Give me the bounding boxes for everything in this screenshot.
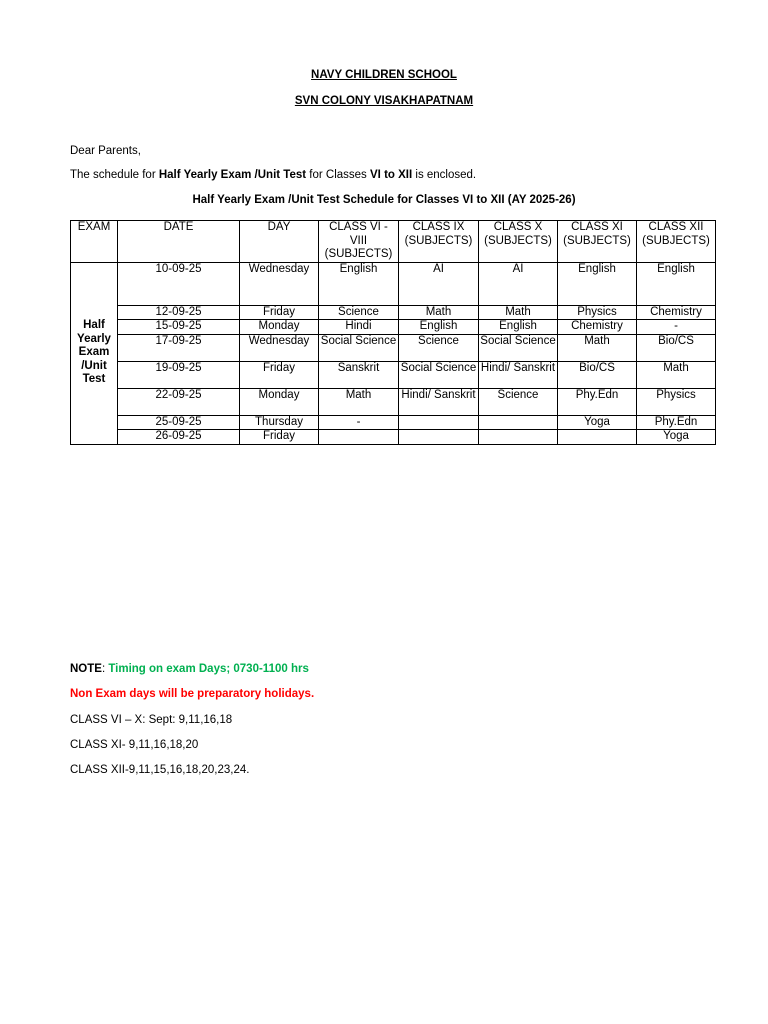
header-class-vi-viii: CLASS VI - VIII (SUBJECTS)	[319, 221, 399, 263]
holiday-note: Non Exam days will be preparatory holidays.	[70, 688, 315, 700]
cell-class-x	[479, 430, 558, 445]
cell-class-xi: Chemistry	[558, 320, 637, 335]
cell-class-xii: Math	[637, 361, 716, 388]
exam-name-cell: Half Yearly Exam /Unit Test	[71, 262, 118, 444]
cell-class-x: English	[479, 320, 558, 335]
cell-class-x	[479, 415, 558, 430]
table-row	[71, 415, 716, 430]
cell-date: 10-09-25	[118, 262, 240, 305]
cell-class-x: Hindi/ Sanskrit	[479, 361, 558, 388]
cell-day: Monday	[240, 320, 319, 335]
cell-class-xi: Math	[558, 334, 637, 361]
exam-timing: Timing on exam Days; 0730-1100 hrs	[108, 663, 309, 675]
cell-class-vi-viii: Math	[319, 388, 399, 415]
intro-text-3: is enclosed.	[412, 169, 477, 181]
table-row	[71, 334, 716, 361]
cell-date: 22-09-25	[118, 388, 240, 415]
cell-class-xii: Chemistry	[637, 305, 716, 320]
cell-class-ix	[399, 415, 479, 430]
cell-date: 15-09-25	[118, 320, 240, 335]
cell-class-x: Social Science	[479, 334, 558, 361]
cell-class-ix: Hindi/ Sanskrit	[399, 388, 479, 415]
class-vi-x-days: CLASS VI – X: Sept: 9,11,16,18	[70, 714, 233, 726]
cell-date: 25-09-25	[118, 415, 240, 430]
cell-class-xi: Phy.Edn	[558, 388, 637, 415]
cell-date: 12-09-25	[118, 305, 240, 320]
cell-day: Wednesday	[240, 334, 319, 361]
cell-day: Wednesday	[240, 262, 319, 305]
header-class-xi: CLASS XI (SUBJECTS)	[558, 221, 637, 263]
intro-text-1: The schedule for	[70, 169, 159, 181]
cell-class-xi: Bio/CS	[558, 361, 637, 388]
header-exam: EXAM	[71, 221, 118, 263]
table-row	[71, 430, 716, 445]
cell-class-xii: Phy.Edn	[637, 415, 716, 430]
cell-day: Friday	[240, 305, 319, 320]
cell-class-vi-viii: -	[319, 415, 399, 430]
cell-class-xi: Physics	[558, 305, 637, 320]
table-row	[71, 361, 716, 388]
class-xi-days: CLASS XI- 9,11,16,18,20	[70, 739, 199, 751]
table-row	[71, 262, 716, 305]
header-day: DAY	[240, 221, 319, 263]
cell-day: Friday	[240, 361, 319, 388]
cell-class-xi: English	[558, 262, 637, 305]
note-separator: :	[101, 663, 109, 675]
cell-class-x: Science	[479, 388, 558, 415]
cell-class-xi	[558, 430, 637, 445]
cell-class-x: Math	[479, 305, 558, 320]
cell-class-xii: English	[637, 262, 716, 305]
intro-classes: VI to XII	[370, 169, 413, 181]
intro-text-2: for Classes	[306, 169, 371, 181]
cell-class-xii: Yoga	[637, 430, 716, 445]
note-label: NOTE	[70, 663, 102, 675]
cell-day: Thursday	[240, 415, 319, 430]
cell-class-vi-viii: English	[319, 262, 399, 305]
cell-class-ix: Science	[399, 334, 479, 361]
cell-class-xii: Physics	[637, 388, 716, 415]
table-header-row	[71, 221, 716, 263]
cell-class-vi-viii: Science	[319, 305, 399, 320]
school-location: SVN COLONY VISAKHAPATNAM	[294, 95, 474, 107]
table-title: Half Yearly Exam /Unit Test Schedule for Classes VI to XII (AY 2025-26)	[192, 194, 576, 206]
cell-class-ix	[399, 430, 479, 445]
table-row	[71, 388, 716, 415]
cell-class-vi-viii	[319, 430, 399, 445]
cell-class-x: AI	[479, 262, 558, 305]
salutation: Dear Parents,	[70, 145, 141, 157]
header-class-x: CLASS X (SUBJECTS)	[479, 221, 558, 263]
cell-day: Friday	[240, 430, 319, 445]
cell-date: 17-09-25	[118, 334, 240, 361]
cell-class-xii: -	[637, 320, 716, 335]
header-date: DATE	[118, 221, 240, 263]
cell-class-ix: AI	[399, 262, 479, 305]
exam-schedule-table	[70, 220, 716, 445]
cell-date: 19-09-25	[118, 361, 240, 388]
cell-class-xi: Yoga	[558, 415, 637, 430]
header-class-xii: CLASS XII (SUBJECTS)	[637, 221, 716, 263]
table-row	[71, 305, 716, 320]
note-line	[70, 663, 309, 675]
cell-class-vi-viii: Sanskrit	[319, 361, 399, 388]
table-row	[71, 320, 716, 335]
cell-class-vi-viii: Social Science	[319, 334, 399, 361]
cell-class-ix: Social Science	[399, 361, 479, 388]
class-xii-days: CLASS XII-9,11,15,16,18,20,23,24.	[70, 764, 250, 776]
cell-class-xii: Bio/CS	[637, 334, 716, 361]
intro-exam-name: Half Yearly Exam /Unit Test	[158, 169, 307, 181]
intro-paragraph	[70, 169, 476, 181]
cell-day: Monday	[240, 388, 319, 415]
header-class-ix: CLASS IX (SUBJECTS)	[399, 221, 479, 263]
school-name: NAVY CHILDREN SCHOOL	[311, 69, 457, 81]
cell-date: 26-09-25	[118, 430, 240, 445]
cell-class-vi-viii: Hindi	[319, 320, 399, 335]
cell-class-ix: Math	[399, 305, 479, 320]
cell-class-ix: English	[399, 320, 479, 335]
